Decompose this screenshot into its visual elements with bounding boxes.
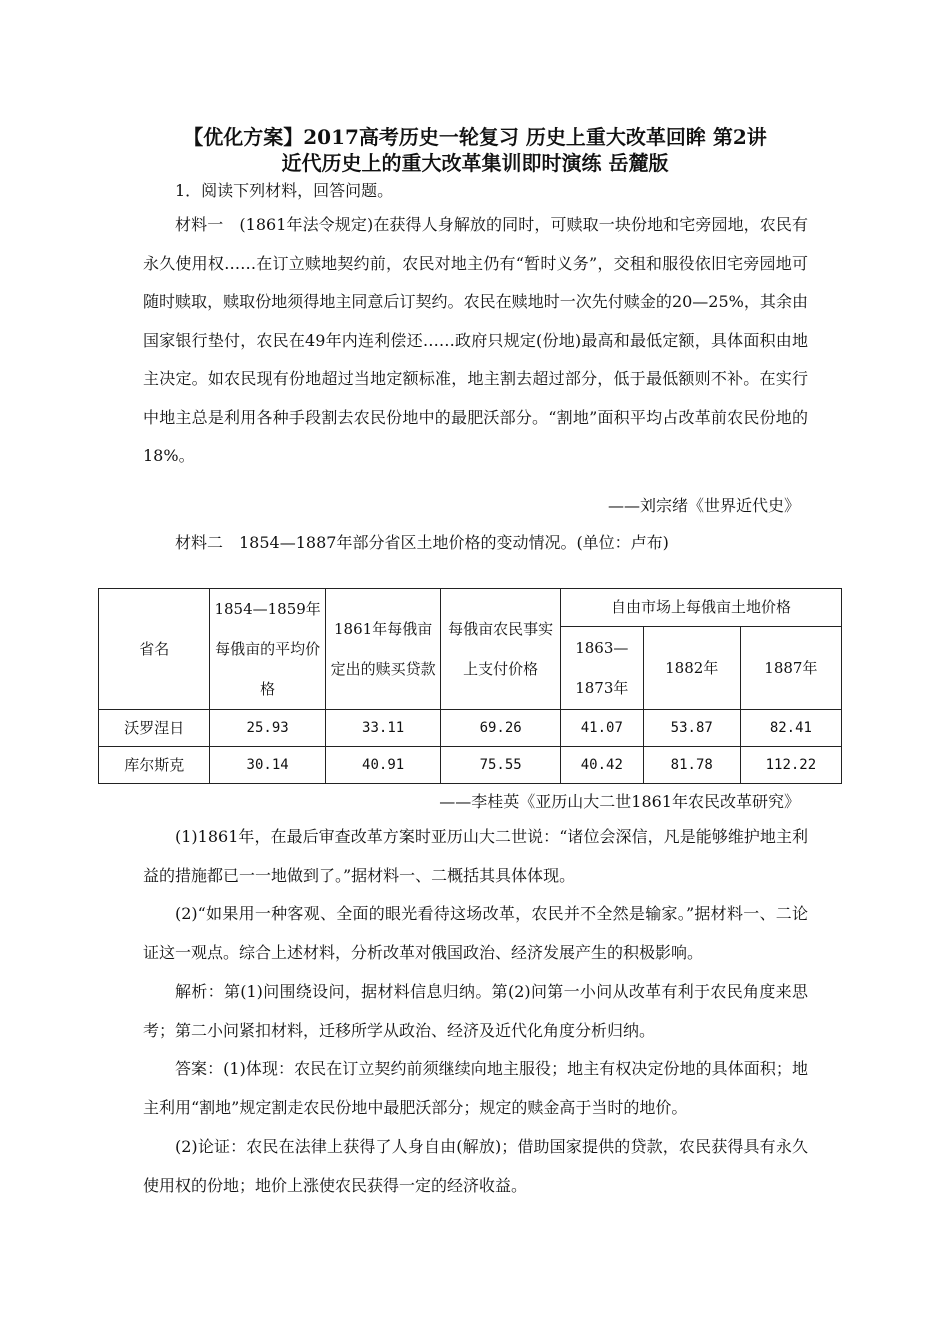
table-cell: 25.93 bbox=[210, 710, 325, 747]
table-cell: 81.78 bbox=[643, 747, 740, 784]
table-row bbox=[99, 747, 842, 784]
material-2-text: 材料二 1854—1887年部分省区土地价格的变动情况。(单位：卢布) bbox=[175, 533, 669, 552]
table-cell: 53.87 bbox=[643, 710, 740, 747]
table-cell: 30.14 bbox=[210, 747, 325, 784]
land-price-table bbox=[98, 588, 842, 784]
header-1887: 1887年 bbox=[740, 626, 841, 709]
material-1-source: ——刘宗绪《世界近代史》 bbox=[607, 496, 800, 515]
header-avg-1854-1859: 1854—1859年每俄亩的平均价格 bbox=[210, 589, 325, 710]
answer-2: (2)论证：农民在法律上获得了人身自由(解放)；借助国家提供的贷款，农民获得具有永久使用权的份地；地价上涨使农民获得一定的经济收益。 bbox=[143, 1137, 808, 1195]
header-redeem-1861: 1861年每俄亩定出的赎买贷款 bbox=[325, 589, 440, 710]
question-intro: 1．阅读下列材料，回答问题。 bbox=[175, 181, 394, 200]
material-2-source: ——李桂英《亚历山大二世1861年农民改革研究》 bbox=[439, 792, 800, 811]
header-actual-price: 每俄亩农民事实上支付价格 bbox=[441, 589, 561, 710]
table-cell: 库尔斯克 bbox=[99, 747, 210, 784]
table-cell: 33.11 bbox=[325, 710, 440, 747]
analysis-text: 解析：第(1)问围绕设问，据材料信息归纳。第(2)问第一小问从改革有利于农民角度来思考；第二小问紧扣材料，迁移所学从政治、经济及近代化角度分析归纳。 bbox=[143, 982, 808, 1040]
table-cell: 82.41 bbox=[740, 710, 841, 747]
material-1-text: 材料一 (1861年法令规定)在获得人身解放的同时，可赎取一块份地和宅旁园地，农民有永久使用权……在订立赎地契约前，农民对地主仍有“暂时义务”，交租和服役依旧宅旁园地可随时赎取，赎取份地须得地主同意后订契约。农民在赎地时一次先付赎金的20—25%，其余由国家银行垫付，农民在49年内连利偿还……政府只规定(份地)最高和最低定额，具体面积由地主决定。如农民现有份地超过当地定额标准，地主割去超过部分，低于最低额则不补。在实行中地主总是利用各种手段割去农民份地中的最肥沃部分。“割地”面积平均占改革前农民份地的18%。 bbox=[143, 215, 808, 465]
table-row bbox=[99, 710, 842, 747]
document-title-line-2: 近代历史上的重大改革集训即时演练 岳麓版 bbox=[281, 151, 669, 175]
header-1882: 1882年 bbox=[643, 626, 740, 709]
table-cell: 40.42 bbox=[560, 747, 643, 784]
table-cell: 41.07 bbox=[560, 710, 643, 747]
question-1: (1)1861年，在最后审查改革方案时亚历山大二世说：“诸位会深信，凡是能够维护地主利益的措施都已一一地做到了。”据材料一、二概括其具体体现。 bbox=[143, 827, 808, 885]
question-2: (2)“如果用一种客观、全面的眼光看待这场改革，农民并不全然是输家。”据材料一、二论证这一观点。综合上述材料，分析改革对俄国政治、经济发展产生的积极影响。 bbox=[143, 904, 808, 962]
header-province: 省名 bbox=[99, 589, 210, 710]
table-cell: 112.22 bbox=[740, 747, 841, 784]
table-header-row bbox=[99, 589, 842, 627]
table-cell: 40.91 bbox=[325, 747, 440, 784]
header-free-market: 自由市场上每俄亩土地价格 bbox=[560, 589, 841, 627]
table-cell: 沃罗涅日 bbox=[99, 710, 210, 747]
header-1863-1873: 1863—1873年 bbox=[560, 626, 643, 709]
table-cell: 69.26 bbox=[441, 710, 561, 747]
answer-1: 答案：(1)体现：农民在订立契约前须继续向地主服役；地主有权决定份地的具体面积；地主利用“割地”规定割走农民份地中最肥沃部分；规定的赎金高于当时的地价。 bbox=[143, 1059, 808, 1117]
document-title-line-1: 【优化方案】2017高考历史一轮复习 历史上重大改革回眸 第2讲 bbox=[183, 125, 767, 149]
table-cell: 75.55 bbox=[441, 747, 561, 784]
